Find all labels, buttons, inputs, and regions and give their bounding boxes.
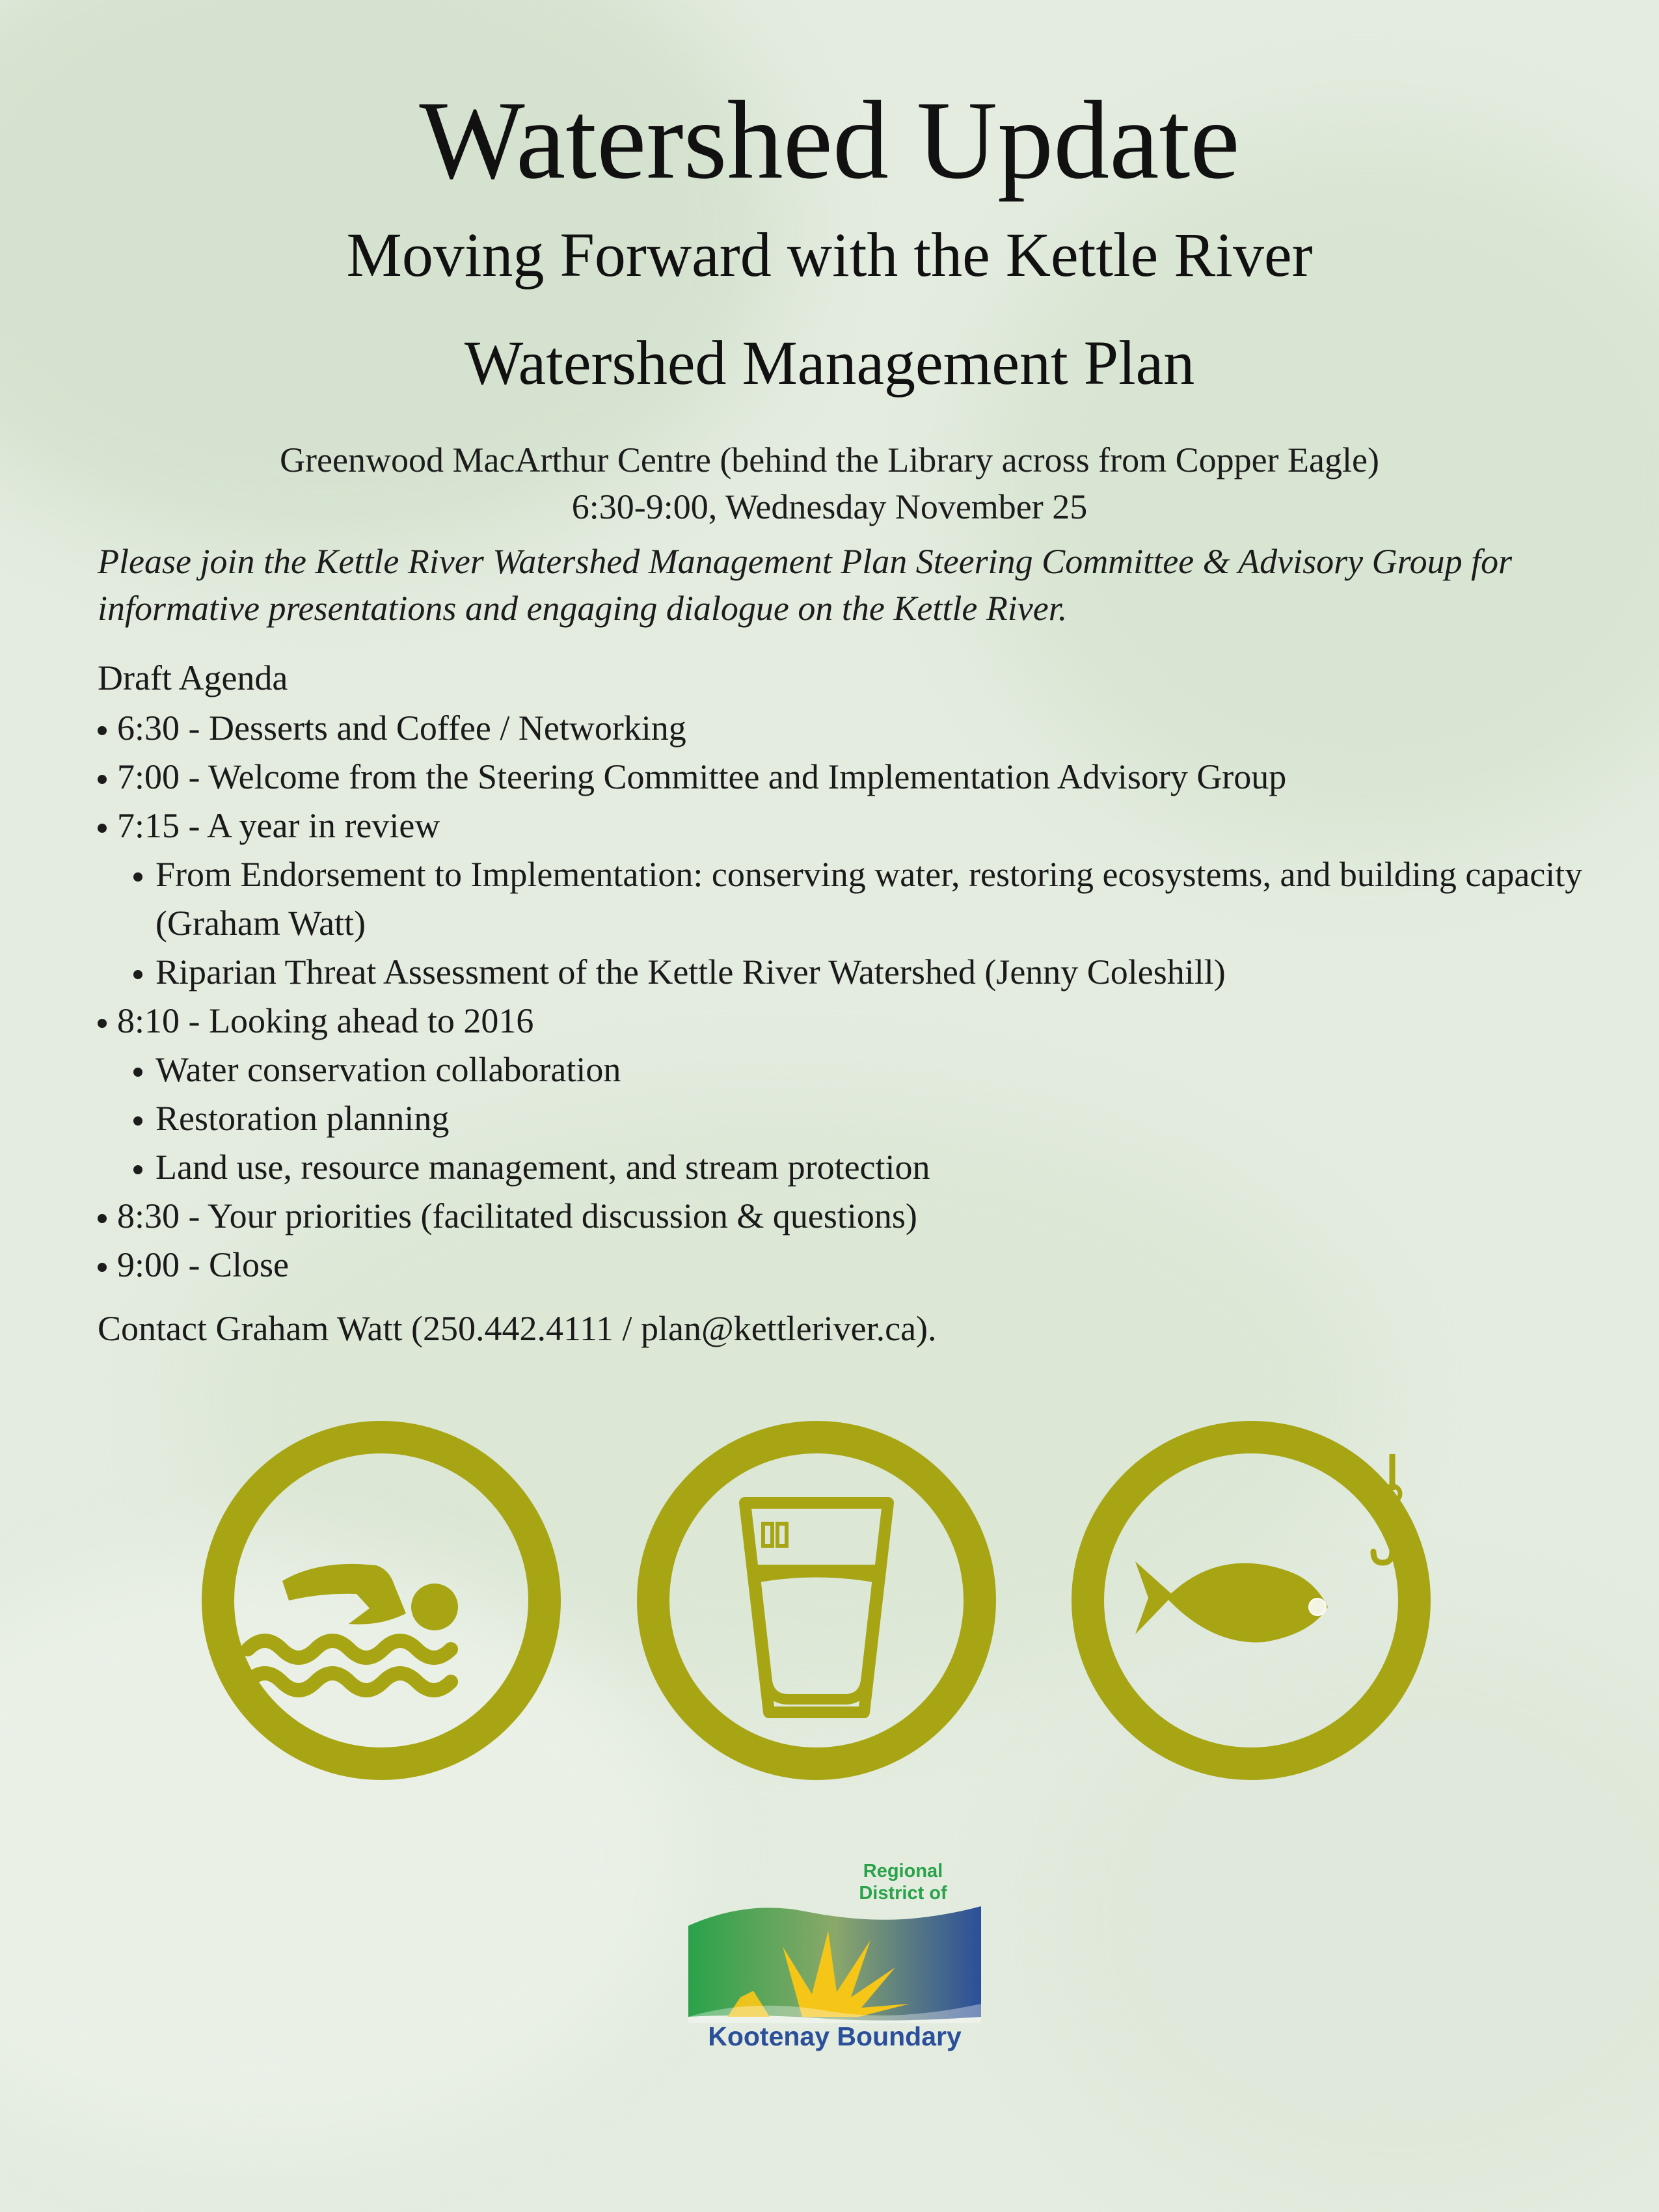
page-title: Watershed Update [419,79,1240,202]
logo-text-regional: Regional [863,1861,943,1882]
agenda-item: 6:30 - Desserts and Coffee / Networking [98,704,1594,753]
agenda-subitem: Restoration planning [133,1094,1594,1143]
event-invitation: Please join the Kettle River Watershed Management Plan Steering Committee & Advisory Group for informative presentations and engaging dialogue on the Kettle River. [98,542,1513,628]
fish-on-hook-icon [1069,1418,1433,1783]
agenda-heading: Draft Agenda [98,658,288,697]
agenda-item: 7:15 - A year in review [98,802,1594,850]
agenda-subitem: From Endorsement to Implementation: conserving water, restoring ecosystems, and building capacity (Graham Watt) [133,850,1594,948]
rdkb-logo [688,1861,981,2056]
agenda-item: 8:10 - Looking ahead to 2016 [98,997,1594,1045]
logo-sun-landscape-icon [688,1900,981,2023]
agenda-subitem: Water conservation collaboration [133,1045,1594,1094]
drinking-glass-icon [634,1418,999,1783]
page-subtitle-line2: Watershed Management Plan [464,328,1195,398]
page-subtitle-line1: Moving Forward with the Kettle River [346,220,1313,290]
logo-text-kootenay: Kootenay Boundary [708,2021,962,2051]
agenda-item: 9:00 - Close [98,1241,1594,1289]
logo-text-district: District of [859,1883,947,1904]
agenda-list [98,704,1594,1289]
swimmer-icon [199,1418,563,1783]
agenda-subitem: Land use, resource management, and stream protection [133,1143,1594,1192]
icon-row [0,1418,1659,1783]
event-venue: Greenwood MacArthur Centre (behind the Library across from Copper Eagle) [280,440,1379,479]
contact-info: Contact Graham Watt (250.442.4111 / plan@kettleriver.ca). [98,1309,937,1348]
agenda-item: 7:00 - Welcome from the Steering Committee and Implementation Advisory Group [98,753,1594,802]
agenda-item: 8:30 - Your priorities (facilitated discussion & questions) [98,1192,1594,1241]
event-datetime: 6:30-9:00, Wednesday November 25 [571,487,1088,526]
agenda-subitem: Riparian Threat Assessment of the Kettle River Watershed (Jenny Coleshill) [133,948,1594,997]
